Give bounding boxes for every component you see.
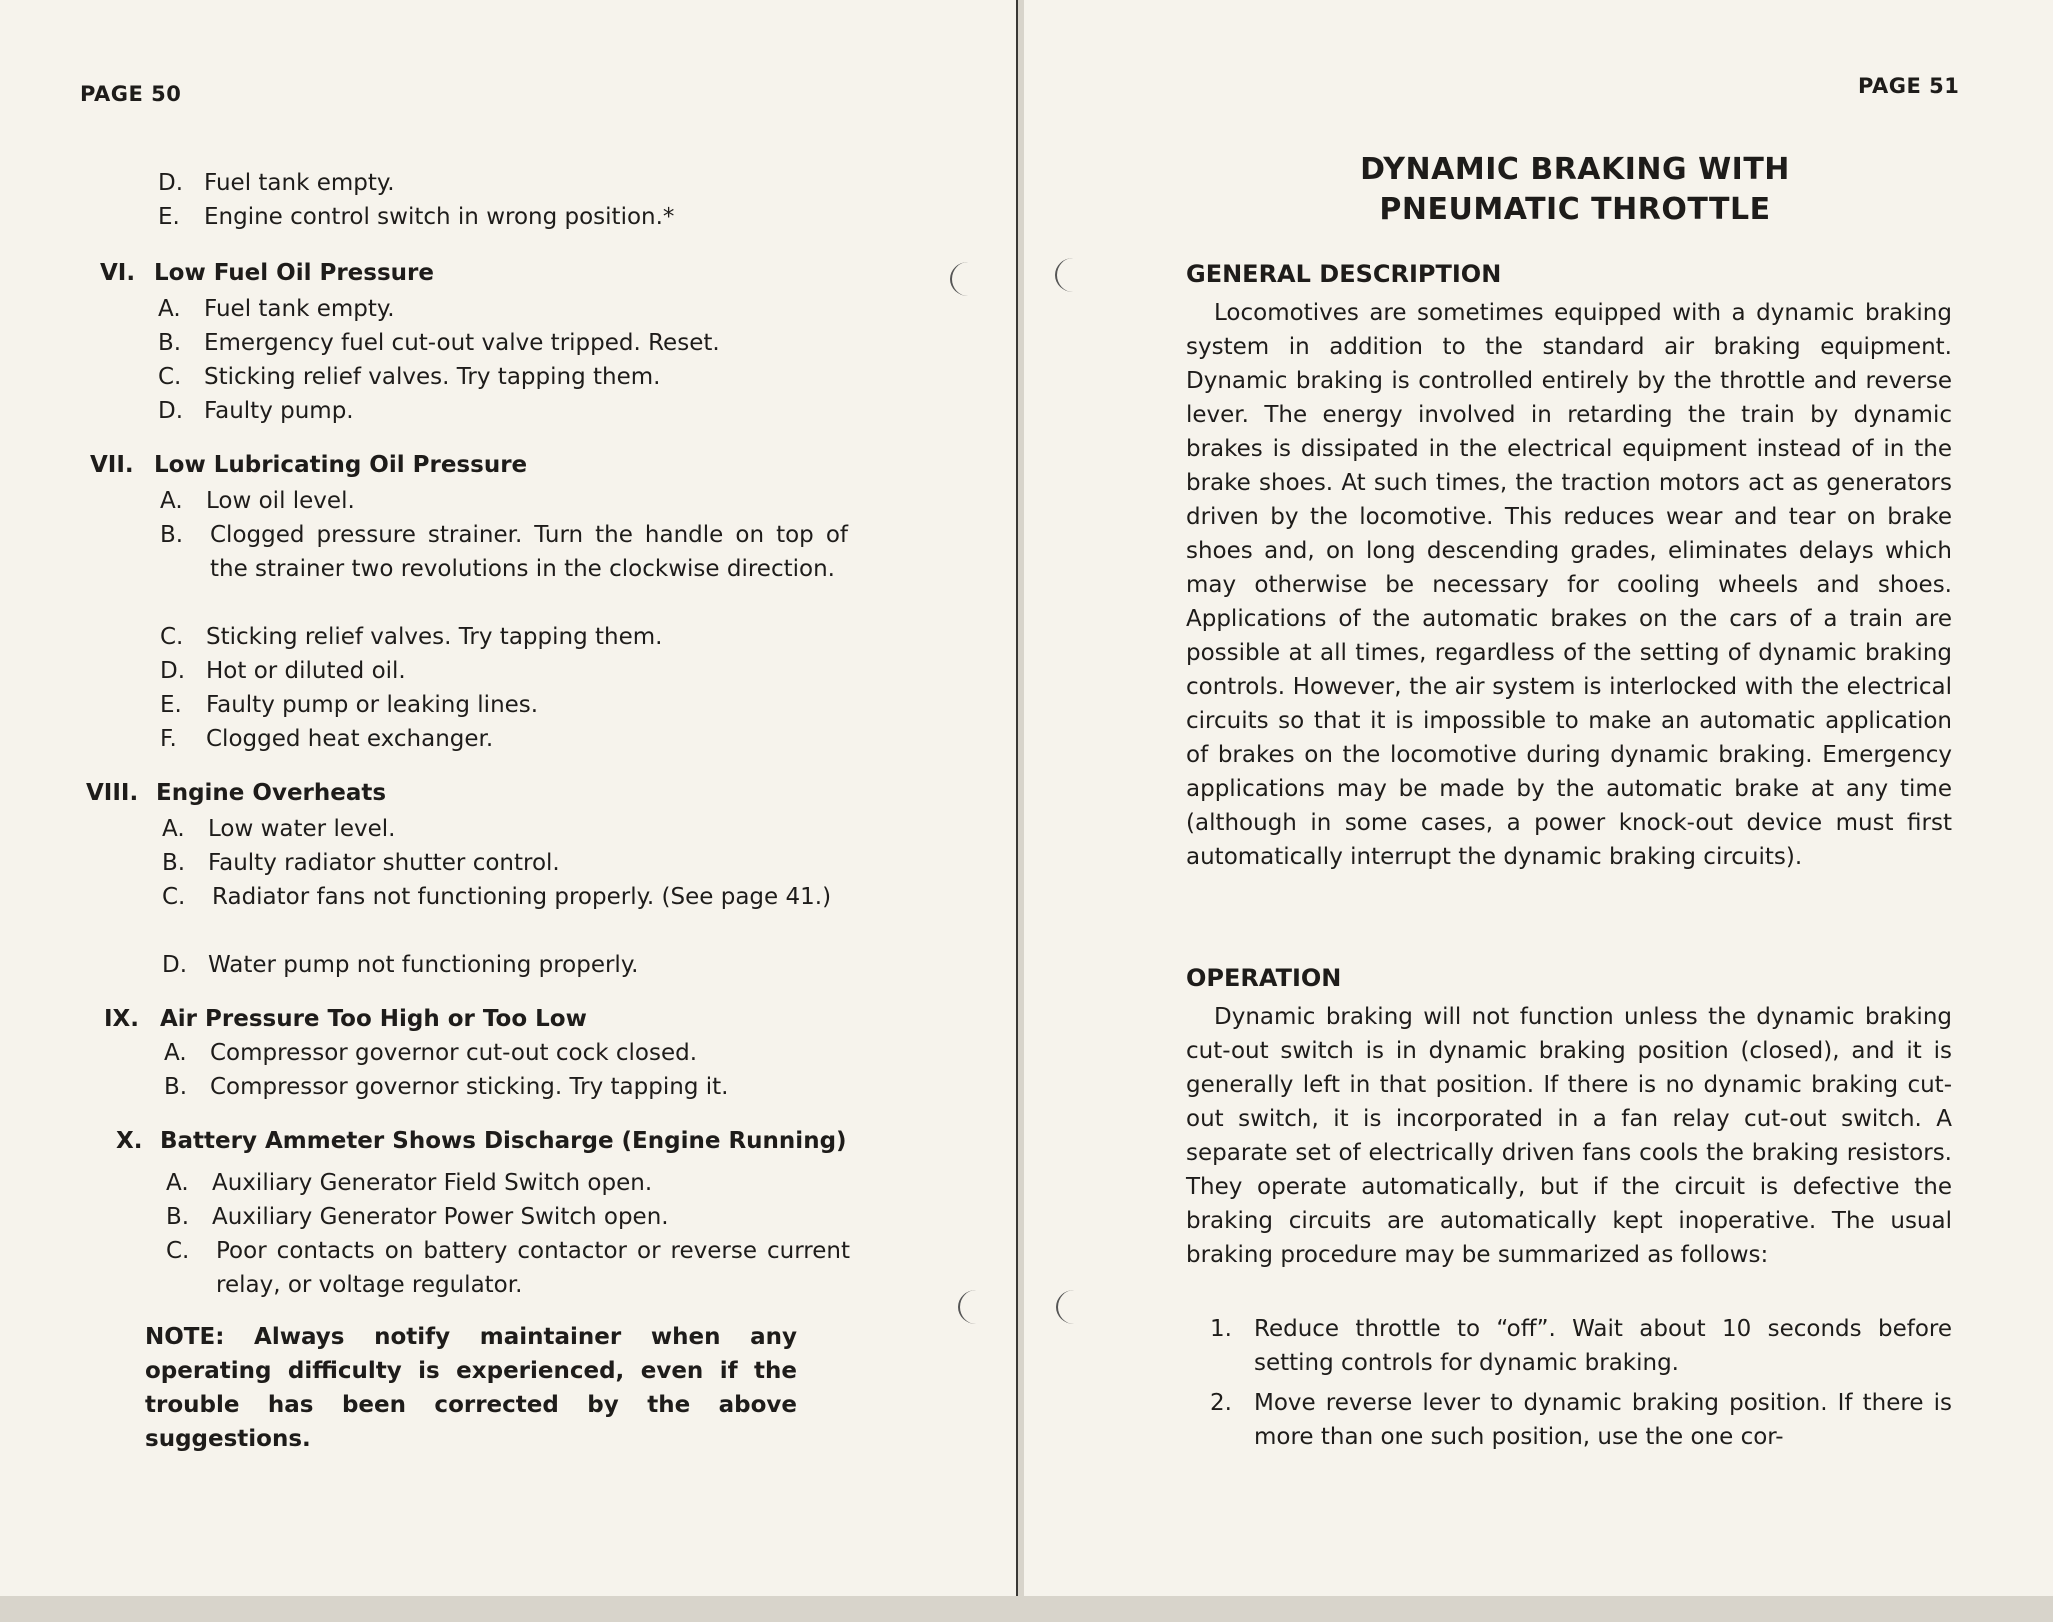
list-item: E. Faulty pump or leaking lines. [160, 692, 539, 718]
list-item: A. Low oil level. [160, 488, 355, 514]
page-title [1280, 150, 1870, 230]
list-item: B. Auxiliary Generator Power Switch open. [166, 1204, 669, 1230]
page-number-right: PAGE 51 [1858, 74, 1960, 98]
title-line-2: PNEUMATIC THROTTLE [1379, 192, 1771, 227]
operation-text: Dynamic braking will not function unless the dynamic braking cut-out switch is in dynamic braking position (closed), and it is generally left in that position. If there is no dynamic braking cut-out switch, it is incorporated in a fan relay cut-out switch. A separate set of electrically driven fans cools the braking resistors. They operate automatically, but if the circuit is defective the braking circuits are automatically kept inoperative. The usual braking procedure may be summarized as follows: [1186, 1004, 1952, 1268]
list-item: B. Emergency fuel cut-out valve tripped. Reset. [158, 330, 720, 356]
list-item: B. Faulty radiator shutter control. [162, 850, 560, 876]
list-item: D. Hot or diluted oil. [160, 658, 406, 684]
list-item: B. Clogged pressure strainer. Turn the handle on top of the strainer two revolutions in the clockwise direction. [160, 522, 848, 582]
list-item: A. Auxiliary Generator Field Switch open. [166, 1170, 653, 1196]
page-number-left: PAGE 50 [80, 82, 182, 106]
section-heading: VIII. Engine Overheats [86, 780, 387, 806]
general-description-heading: GENERAL DESCRIPTION [1186, 260, 1502, 288]
procedure-step: 1. Reduce throttle to “off”. Wait about 10 seconds before setting controls for dynamic braking. [1210, 1316, 1952, 1376]
section-heading: IX. Air Pressure Too High or Too Low [104, 1006, 587, 1032]
binder-hole [958, 1290, 994, 1324]
general-description-text: Locomotives are sometimes equipped with a dynamic braking system in addition to the standard air braking equipment. Dynamic braking is controlled entirely by the throttle and reverse lever. The energy involved in retarding the train by dynamic brakes is dissipated in the electrical equipment instead of in the brake shoes. At such times, the traction motors act as generators driven by the locomotive. This reduces wear and tear on brake shoes and, on long descending grades, eliminates delays which may otherwise be necessary for cooling wheels and shoes. Applications of the automatic brakes on the cars of a train are possible at all times, regardless of the setting of dynamic braking controls. However, the air system is interlocked with the electrical circuits so that it is impossible to make an automatic application of brakes on the locomotive during dynamic braking. Emergency applications may be made by the automatic brake at any time (although in some cases, a power knock-out device must first automatically interrupt the dynamic braking circuits). [1186, 300, 1952, 870]
list-item: C. Sticking relief valves. Try tapping them. [158, 364, 661, 390]
title-line-1: DYNAMIC BRAKING WITH [1360, 152, 1790, 187]
section-heading: VI. Low Fuel Oil Pressure [100, 260, 434, 286]
list-item: F. Clogged heat exchanger. [160, 726, 494, 752]
binder-hole [950, 262, 986, 296]
list-item: D. Water pump not functioning properly. [162, 952, 639, 978]
list-item: D. Faulty pump. [158, 398, 354, 424]
list-item: C. Poor contacts on battery contactor or reverse current relay, or voltage regulator. [166, 1238, 850, 1298]
maintainer-note: NOTE: Always notify maintainer when any operating difficulty is experienced, even if the trouble has been corrected by the above suggestions. [145, 1324, 797, 1452]
list-item: A. Fuel tank empty. [158, 296, 395, 322]
list-item: C. Sticking relief valves. Try tapping them. [160, 624, 663, 650]
list-item: B. Compressor governor sticking. Try tapping it. [164, 1074, 729, 1100]
list-item: E. Engine control switch in wrong position.* [158, 204, 675, 230]
list-item: A. Low water level. [162, 816, 396, 842]
list-item: C. Radiator fans not functioning properly. (See page 41.) [162, 884, 832, 910]
binder-hole [1056, 1290, 1092, 1324]
operation-heading: OPERATION [1186, 964, 1342, 992]
binder-hole [1055, 258, 1091, 292]
section-heading: X. Battery Ammeter Shows Discharge (Engine Running) [116, 1128, 847, 1154]
procedure-step: 2. Move reverse lever to dynamic braking position. If there is more than one such position, use the one cor- [1210, 1390, 1952, 1450]
section-heading: VII. Low Lubricating Oil Pressure [90, 452, 528, 478]
list-item: A. Compressor governor cut-out cock closed. [164, 1040, 698, 1066]
list-item: D. Fuel tank empty. [158, 170, 395, 196]
